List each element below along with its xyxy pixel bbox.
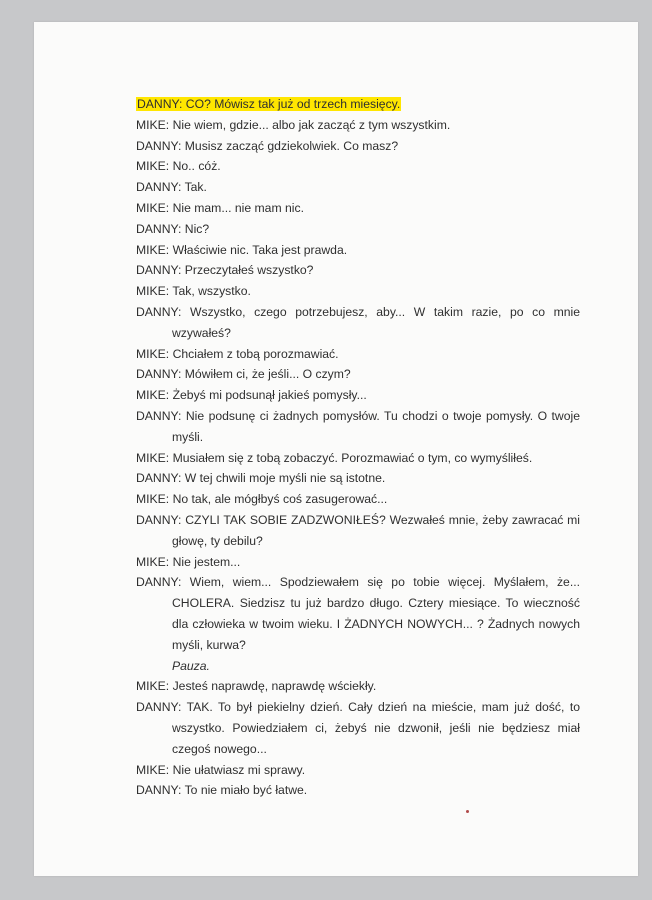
dialogue-line: DANNY: Tak. bbox=[136, 180, 207, 195]
dialogue-text: Nie mam... nie mam nic. bbox=[172, 200, 304, 215]
speaker-name: DANNY bbox=[136, 471, 178, 486]
dialogue-text: CO? Mówisz tak już od trzech miesięcy. bbox=[185, 97, 401, 111]
dialogue-text: Właściwie nic. Taka jest prawda. bbox=[172, 242, 348, 257]
dialogue-line: MIKE: Nie jestem... bbox=[136, 554, 241, 569]
speaker-name: MIKE bbox=[136, 117, 166, 132]
dialogue-line: DANNY: CZYLI TAK SOBIE ZADZWONIŁEŚ? Wezwałeś mnie, żeby zawracać mi głowę, ty debilu? bbox=[136, 512, 580, 548]
dialogue-text: To nie miało być łatwe. bbox=[184, 783, 308, 798]
dialogue-line: DANNY: Musisz zacząć gdziekolwiek. Co masz? bbox=[136, 138, 399, 153]
dialogue-line: DANNY: To nie miało być łatwe. bbox=[136, 783, 308, 798]
dialogue-line: DANNY: Wiem, wiem... Spodziewałem się po tobie więcej. Myślałem, że... CHOLERA. Siedzisz tu już bardzo długo. Cztery miesiące. To wieczność dla człowieka w twoim wieku. I ŻADNYCH NOWYCH... ? Żadnych nowych myśli, kurwa? bbox=[136, 575, 580, 652]
dialogue-text: Tak. bbox=[184, 180, 207, 195]
speaker-name: MIKE bbox=[136, 450, 166, 465]
dialogue-line: DANNY: Nie podsunę ci żadnych pomysłów. Tu chodzi o twoje pomysły. O twoje myśli. bbox=[136, 408, 580, 444]
dialogue-text: Nie jestem... bbox=[172, 554, 241, 569]
dialogue-line: MIKE: Nie ułatwiasz mi sprawy. bbox=[136, 762, 306, 777]
dialogue-text: W tej chwili moje myśli nie są istotne. bbox=[184, 471, 386, 486]
dialogue-text: Żebyś mi podsunął jakieś pomysły... bbox=[172, 388, 367, 403]
speaker-name: DANNY bbox=[136, 304, 178, 319]
dialogue-text: CZYLI TAK SOBIE ZADZWONIŁEŚ? Wezwałeś mnie, żeby zawracać mi głowę, ty debilu? bbox=[172, 512, 580, 548]
speaker-name: DANNY bbox=[136, 575, 178, 590]
paper-speck bbox=[466, 810, 469, 813]
dialogue-text: No.. cóż. bbox=[172, 159, 221, 174]
dialogue-text: Nic? bbox=[184, 221, 210, 236]
dialogue-line: MIKE: Jesteś naprawdę, naprawdę wściekły. bbox=[136, 679, 377, 694]
speaker-name: DANNY bbox=[136, 138, 178, 153]
speaker-name: DANNY bbox=[136, 408, 178, 423]
speaker-name: MIKE bbox=[136, 554, 166, 569]
dialogue-line: DANNY: TAK. To był piekielny dzień. Cały dzień na mieście, mam już dość, to wszystko. Powiedziałem ci, żebyś nie dzwonił, jeśli nie będziesz miał czegoś nowego... bbox=[136, 700, 580, 756]
dialogue-text: Mówiłem ci, że jeśli... O czym? bbox=[184, 367, 351, 382]
dialogue-text: Nie ułatwiasz mi sprawy. bbox=[172, 762, 306, 777]
dialogue-line: MIKE: Nie mam... nie mam nic. bbox=[136, 200, 304, 215]
speaker-name: MIKE bbox=[136, 159, 166, 174]
dialogue-line: DANNY: Mówiłem ci, że jeśli... O czym? bbox=[136, 367, 351, 382]
dialogue-text: Nie podsunę ci żadnych pomysłów. Tu chodzi o twoje pomysły. O twoje myśli. bbox=[172, 408, 580, 444]
speaker-name: MIKE bbox=[136, 346, 166, 361]
dialogue-line: MIKE: Żebyś mi podsunął jakieś pomysły... bbox=[136, 388, 367, 403]
speaker-name: MIKE bbox=[136, 200, 166, 215]
dialogue-text: Chciałem z tobą porozmawiać. bbox=[172, 346, 339, 361]
stage-direction: Pauza. bbox=[172, 658, 210, 673]
dialogue-text: Przeczytałeś wszystko? bbox=[184, 263, 314, 278]
dialogue-line: MIKE: Chciałem z tobą porozmawiać. bbox=[136, 346, 339, 361]
speaker-name: DANNY bbox=[136, 700, 178, 715]
dialogue-line: DANNY: Nic? bbox=[136, 221, 210, 236]
dialogue-line-highlighted bbox=[136, 94, 580, 115]
speaker-name: DANNY bbox=[136, 512, 178, 527]
dialogue-text: Nie wiem, gdzie... albo jak zacząć z tym wszystkim. bbox=[172, 117, 451, 132]
speaker-name: MIKE bbox=[136, 242, 166, 257]
dialogue-text: No tak, ale mógłbyś coś zasugerować... bbox=[172, 492, 388, 507]
speaker-name: DANNY bbox=[136, 180, 178, 195]
dialogue-line: MIKE: Właściwie nic. Taka jest prawda. bbox=[136, 242, 348, 257]
speaker-name: DANNY bbox=[136, 221, 178, 236]
dialogue-text: TAK. To był piekielny dzień. Cały dzień na mieście, mam już dość, to wszystko. Powiedziałem ci, żebyś nie dzwonił, jeśli nie będziesz miał czegoś nowego... bbox=[172, 700, 580, 756]
speaker-name: MIKE bbox=[136, 762, 166, 777]
speaker-name: MIKE bbox=[136, 284, 166, 299]
dialogue-text: Musisz zacząć gdziekolwiek. Co masz? bbox=[184, 138, 399, 153]
speaker-name: MIKE bbox=[136, 679, 166, 694]
speaker-name: MIKE bbox=[136, 388, 166, 403]
dialogue-line: MIKE: No.. cóż. bbox=[136, 159, 221, 174]
dialogue-line: MIKE: No tak, ale mógłbyś coś zasugerować... bbox=[136, 492, 388, 507]
script-page bbox=[34, 22, 638, 876]
speaker-name: DANNY bbox=[137, 97, 179, 111]
dialogue-line: MIKE: Nie wiem, gdzie... albo jak zacząć z tym wszystkim. bbox=[136, 117, 451, 132]
speaker-name: DANNY bbox=[136, 783, 178, 798]
dialogue-line: MIKE: Tak, wszystko. bbox=[136, 284, 251, 299]
dialogue-line: DANNY: Wszystko, czego potrzebujesz, aby... W takim razie, po co mnie wzywałeś? bbox=[136, 304, 580, 340]
speaker-name: DANNY bbox=[136, 367, 178, 382]
dialogue-text: Jesteś naprawdę, naprawdę wściekły. bbox=[172, 679, 377, 694]
dialogue-line: MIKE: Musiałem się z tobą zobaczyć. Porozmawiać o tym, co wymyśliłeś. bbox=[136, 450, 533, 465]
dialogue-text: Tak, wszystko. bbox=[172, 284, 251, 299]
dialogue-line: DANNY: W tej chwili moje myśli nie są istotne. bbox=[136, 471, 386, 486]
dialogue-text: Wszystko, czego potrzebujesz, aby... W takim razie, po co mnie wzywałeś? bbox=[172, 304, 580, 340]
speaker-name: MIKE bbox=[136, 492, 166, 507]
highlighted-text: DANNY: CO? Mówisz tak już od trzech miesięcy. bbox=[137, 97, 401, 111]
dialogue-text: Musiałem się z tobą zobaczyć. Porozmawiać o tym, co wymyśliłeś. bbox=[172, 450, 533, 465]
dialogue-text: Wiem, wiem... Spodziewałem się po tobie więcej. Myślałem, że... CHOLERA. Siedzisz tu już bardzo długo. Cztery miesiące. To wieczność dla człowieka w twoim wieku. I ŻADNYCH NOWYCH... ? Żadnych nowych myśli, kurwa? bbox=[172, 575, 580, 652]
dialogue-line: DANNY: Przeczytałeś wszystko? bbox=[136, 263, 314, 278]
dialogue-block bbox=[136, 94, 580, 801]
speaker-name: DANNY bbox=[136, 263, 178, 278]
